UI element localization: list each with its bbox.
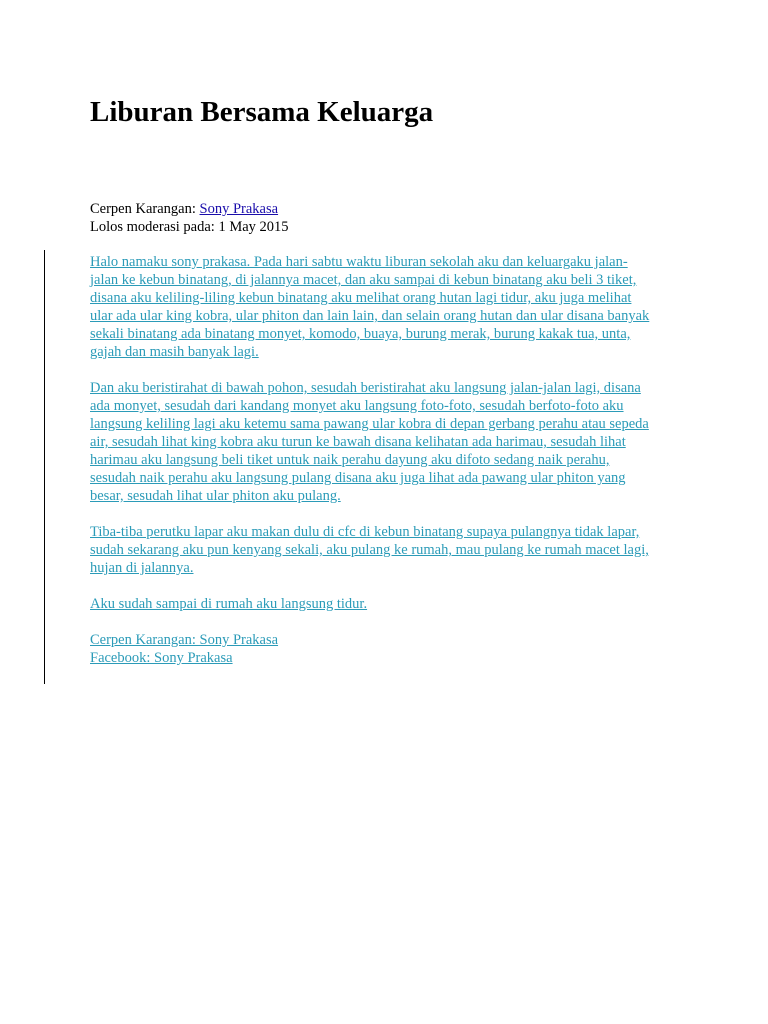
- document-page: [90, 92, 690, 667]
- story-line-link[interactable]: langsung keliling lagi aku ketemu sama pawang ular kobra di depan gerbang perahu atau sepeda: [90, 416, 649, 432]
- story-line-link[interactable]: jalan ke kebun binatang, di jalannya macet, dan aku sampai di kebun binatang aku beli 3 tiket,: [90, 272, 637, 288]
- story-footer: [90, 631, 690, 667]
- story-paragraph: [90, 595, 690, 613]
- author-label: Cerpen Karangan:: [90, 201, 200, 217]
- story-line-link[interactable]: ular ada ular king kobra, ular phiton dan lain lain, dan selain orang hutan dan ular disana banyak: [90, 308, 650, 324]
- story-line-link[interactable]: harimau aku langsung beli tiket untuk naik perahu dayung aku difoto sedang naik perahu,: [90, 452, 610, 468]
- story-meta: [90, 200, 690, 236]
- story-line-link[interactable]: Aku sudah sampai di rumah aku langsung tidur.: [90, 596, 368, 612]
- footer-facebook-link[interactable]: Facebook: Sony Prakasa: [90, 650, 233, 666]
- author-line: [90, 200, 690, 218]
- story-line-link[interactable]: sesudah naik perahu aku langsung pulang disana aku juga lihat ada pawang ular phiton yang: [90, 470, 626, 486]
- moderation-date: Lolos moderasi pada: 1 May 2015: [90, 219, 289, 235]
- story-paragraph: [90, 379, 690, 505]
- story-body: [90, 253, 690, 613]
- story-line-link[interactable]: Halo namaku sony prakasa. Pada hari sabtu waktu liburan sekolah aku dan keluargaku jalan-: [90, 254, 628, 270]
- author-link[interactable]: Sony Prakasa: [199, 201, 279, 217]
- story-line-link[interactable]: gajah dan masih banyak lagi.: [90, 344, 259, 360]
- story-line-link[interactable]: besar, sesudah lihat ular phiton aku pulang.: [90, 488, 341, 504]
- story-line-link[interactable]: ada monyet, sesudah dari kandang monyet aku langsung foto-foto, sesudah berfoto-foto aku: [90, 398, 624, 414]
- story-line-link[interactable]: hujan di jalannya.: [90, 560, 194, 576]
- story-paragraph: [90, 253, 690, 361]
- story-line-link[interactable]: disana aku keliling-liling kebun binatang aku melihat orang hutan lagi tidur, aku juga melihat: [90, 290, 632, 306]
- story-paragraph: [90, 523, 690, 577]
- page-title: Liburan Bersama Keluarga: [90, 96, 434, 128]
- story-line-link[interactable]: air, sesudah lihat king kobra aku turun ke bawah disana kelihatan ada harimau, sesudah lihat: [90, 434, 626, 450]
- story-line-link[interactable]: sudah sekarang aku pun kenyang sekali, aku pulang ke rumah, mau pulang ke rumah macet lagi,: [90, 542, 649, 558]
- story-line-link[interactable]: Tiba-tiba perutku lapar aku makan dulu di cfc di kebun binatang supaya pulangnya tidak lapar,: [90, 524, 640, 540]
- change-bar: [44, 250, 45, 684]
- footer-author-link[interactable]: Cerpen Karangan: Sony Prakasa: [90, 632, 279, 648]
- story-line-link[interactable]: sekali binatang ada binatang monyet, komodo, buaya, burung merak, burung kakak tua, unta,: [90, 326, 631, 342]
- story-line-link[interactable]: Dan aku beristirahat di bawah pohon, sesudah beristirahat aku langsung jalan-jalan lagi, disana: [90, 380, 641, 396]
